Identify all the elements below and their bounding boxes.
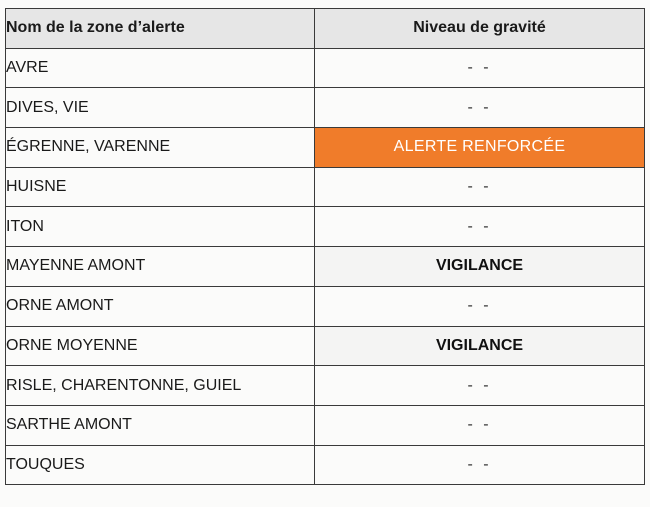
table-row (6, 326, 645, 366)
severity-cell: - - (315, 366, 645, 406)
header-zone-name: Nom de la zone d’alerte (6, 9, 315, 49)
severity-cell: - - (315, 207, 645, 247)
table-row (6, 48, 645, 88)
severity-cell: - - (315, 88, 645, 128)
table-row (6, 405, 645, 445)
zone-name-cell: HUISNE (6, 167, 315, 207)
zone-name-cell: ÉGRENNE, VARENNE (6, 128, 315, 168)
zone-name-cell: ITON (6, 207, 315, 247)
severity-cell: - - (315, 445, 645, 485)
alert-zones-table (5, 8, 645, 485)
table-row (6, 128, 645, 168)
zone-name-cell: AVRE (6, 48, 315, 88)
table-row (6, 247, 645, 287)
severity-cell: - - (315, 48, 645, 88)
table-row (6, 88, 645, 128)
severity-cell-vigilance: VIGILANCE (315, 247, 645, 287)
table-row (6, 366, 645, 406)
severity-cell-alerte-renforcee: ALERTE RENFORCÉE (315, 128, 645, 168)
severity-cell-vigilance: VIGILANCE (315, 326, 645, 366)
zone-name-cell: SARTHE AMONT (6, 405, 315, 445)
severity-cell: - - (315, 405, 645, 445)
zone-name-cell: ORNE AMONT (6, 286, 315, 326)
zone-name-cell: TOUQUES (6, 445, 315, 485)
table-row (6, 167, 645, 207)
table-row (6, 445, 645, 485)
severity-cell: - - (315, 167, 645, 207)
zone-name-cell: ORNE MOYENNE (6, 326, 315, 366)
zone-name-cell: DIVES, VIE (6, 88, 315, 128)
table-row (6, 207, 645, 247)
header-severity-level: Niveau de gravité (315, 9, 645, 49)
table-row (6, 286, 645, 326)
table-header-row (6, 9, 645, 49)
zone-name-cell: MAYENNE AMONT (6, 247, 315, 287)
severity-cell: - - (315, 286, 645, 326)
zone-name-cell: RISLE, CHARENTONNE, GUIEL (6, 366, 315, 406)
